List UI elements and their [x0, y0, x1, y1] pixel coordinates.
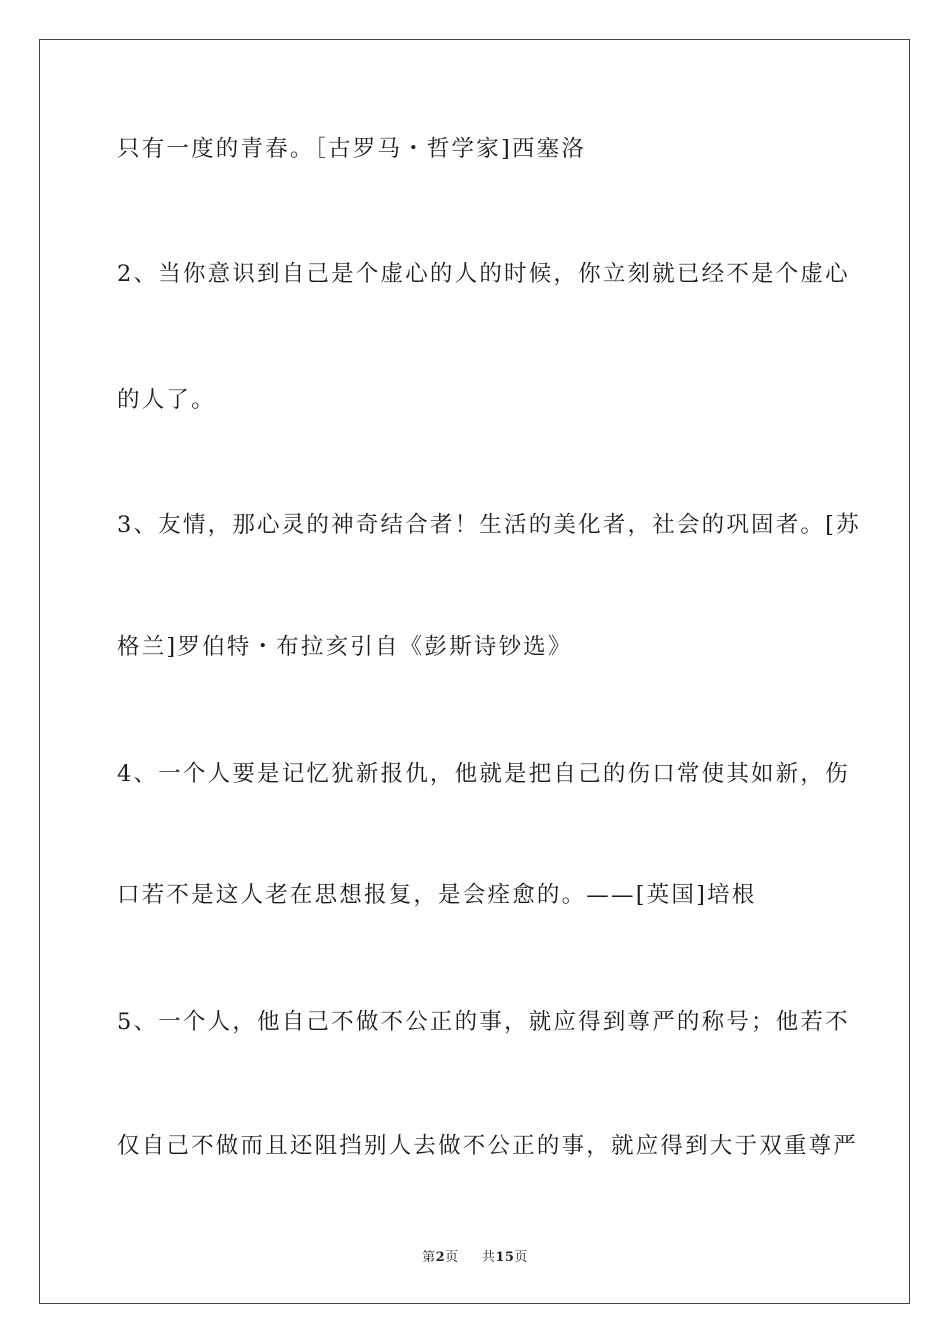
- text-line-4: 3、友情，那心灵的神奇结合者！生活的美化者，社会的巩固者。[苏: [117, 512, 861, 538]
- text-line-8: 5、一个人，他自己不做不公正的事，就应得到尊严的称号；他若不: [117, 1009, 850, 1035]
- text-line-7: 口若不是这人老在思想报复，是会痊愈的。——[英国]培根: [117, 882, 757, 908]
- text-line-5: 格兰]罗伯特・布拉亥引自《彭斯诗钞选》: [117, 634, 573, 660]
- page-border: [39, 39, 910, 1304]
- page-footer: [0, 1246, 950, 1265]
- text-line-6: 4、一个人要是记忆犹新报仇，他就是把自己的伤口常使其如新，伤: [117, 761, 850, 787]
- page-number-suffix: 页: [445, 1250, 459, 1265]
- text-line-9: 仅自己不做而且还阻挡别人去做不公正的事，就应得到大于双重尊严: [117, 1133, 859, 1159]
- page-number-prefix: 第: [422, 1250, 436, 1265]
- text-line-2: 2、当你意识到自己是个虚心的人的时候，你立刻就已经不是个虚心: [117, 261, 850, 287]
- page-total-count: 15: [495, 1250, 515, 1265]
- text-line-1: 只有一度的青春。［古罗马・哲学家]西塞洛: [117, 136, 587, 162]
- page-total-prefix: 共: [481, 1250, 496, 1265]
- text-line-3: 的人了。: [117, 387, 216, 413]
- page-total-suffix: 页: [514, 1250, 528, 1265]
- page-number-current: 2: [435, 1250, 446, 1265]
